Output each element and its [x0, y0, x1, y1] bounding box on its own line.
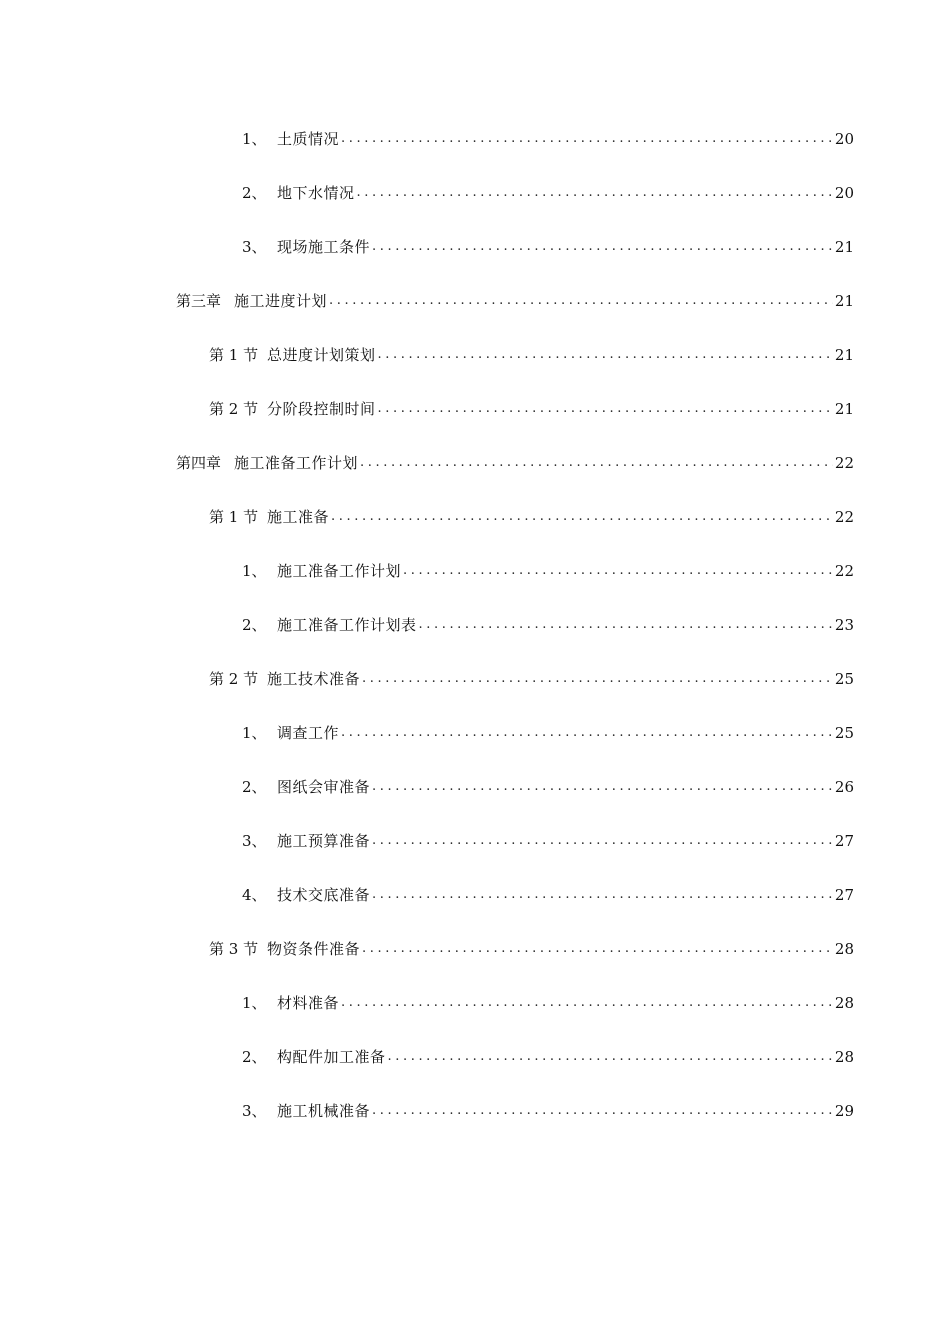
- dot-leader: [341, 719, 833, 747]
- toc-entry-number: 1、: [242, 562, 267, 580]
- toc-entry[interactable]: [0, 827, 950, 881]
- toc-entry-title: 施工技术准备: [267, 670, 361, 688]
- toc-entry[interactable]: [0, 557, 950, 611]
- table-of-contents: [0, 125, 950, 1151]
- toc-entry-title: 土质情况: [277, 130, 340, 148]
- toc-entry-number: 2、: [242, 778, 267, 796]
- toc-entry[interactable]: [0, 449, 950, 503]
- toc-entry[interactable]: [0, 935, 950, 989]
- toc-entry-title: 施工准备工作计划: [234, 454, 359, 472]
- dot-leader: [360, 449, 833, 477]
- toc-entry[interactable]: [0, 611, 950, 665]
- toc-entry-number: 4、: [242, 886, 267, 904]
- toc-entry-title: 施工进度计划: [234, 292, 328, 310]
- toc-entry-page-number: 22: [834, 562, 854, 580]
- toc-entry-title: 施工准备: [267, 508, 330, 526]
- toc-entry-title: 分阶段控制时间: [267, 400, 376, 418]
- toc-entry-page-number: 21: [834, 292, 854, 310]
- toc-entry-number: 第 3 节: [209, 940, 259, 958]
- toc-entry-page-number: 25: [834, 670, 854, 688]
- toc-entry-title: 现场施工条件: [277, 238, 371, 256]
- toc-entry-page-number: 26: [834, 778, 854, 796]
- dot-leader: [341, 125, 833, 153]
- toc-entry-page-number: 27: [834, 832, 854, 850]
- toc-entry-title: 调查工作: [277, 724, 340, 742]
- toc-entry-number: 第 2 节: [209, 400, 259, 418]
- toc-entry-number: 3、: [242, 238, 267, 256]
- toc-entry-page-number: 20: [834, 130, 854, 148]
- dot-leader: [372, 827, 833, 855]
- dot-leader: [378, 395, 833, 423]
- dot-leader: [372, 1097, 833, 1125]
- toc-entry[interactable]: [0, 287, 950, 341]
- toc-entry-number: 1、: [242, 130, 267, 148]
- dot-leader: [362, 935, 833, 963]
- toc-entry-title: 构配件加工准备: [277, 1048, 386, 1066]
- dot-leader: [341, 989, 833, 1017]
- toc-entry-page-number: 27: [834, 886, 854, 904]
- toc-entry[interactable]: [0, 881, 950, 935]
- toc-entry[interactable]: [0, 341, 950, 395]
- toc-entry-page-number: 23: [834, 616, 854, 634]
- toc-entry-page-number: 20: [834, 184, 854, 202]
- dot-leader: [372, 881, 833, 909]
- toc-entry-page-number: 22: [834, 454, 854, 472]
- dot-leader: [378, 341, 833, 369]
- toc-entry-title: 施工准备工作计划表: [277, 616, 417, 634]
- toc-entry-page-number: 29: [834, 1102, 854, 1120]
- toc-entry[interactable]: [0, 503, 950, 557]
- toc-entry[interactable]: [0, 773, 950, 827]
- toc-entry-number: 第 1 节: [209, 508, 259, 526]
- toc-entry-number: 第三章: [176, 292, 222, 310]
- toc-entry-title: 物资条件准备: [267, 940, 361, 958]
- dot-leader: [419, 611, 833, 639]
- toc-entry-number: 3、: [242, 832, 267, 850]
- toc-entry-title: 技术交底准备: [277, 886, 371, 904]
- toc-entry-number: 1、: [242, 994, 267, 1012]
- toc-entry[interactable]: [0, 125, 950, 179]
- toc-entry-page-number: 21: [834, 346, 854, 364]
- toc-entry-number: 2、: [242, 616, 267, 634]
- toc-entry-number: 2、: [242, 184, 267, 202]
- dot-leader: [388, 1043, 833, 1071]
- toc-entry-title: 施工准备工作计划: [277, 562, 402, 580]
- dot-leader: [329, 287, 833, 315]
- toc-entry[interactable]: [0, 233, 950, 287]
- toc-entry-number: 第四章: [176, 454, 222, 472]
- dot-leader: [372, 233, 833, 261]
- toc-entry[interactable]: [0, 1043, 950, 1097]
- toc-entry-number: 3、: [242, 1102, 267, 1120]
- toc-entry[interactable]: [0, 719, 950, 773]
- toc-entry-page-number: 25: [834, 724, 854, 742]
- toc-entry[interactable]: [0, 179, 950, 233]
- dot-leader: [362, 665, 833, 693]
- toc-entry-title: 图纸会审准备: [277, 778, 371, 796]
- toc-entry-number: 第 1 节: [209, 346, 259, 364]
- toc-entry-page-number: 28: [834, 940, 854, 958]
- toc-entry-title: 材料准备: [277, 994, 340, 1012]
- toc-entry-number: 2、: [242, 1048, 267, 1066]
- toc-entry[interactable]: [0, 665, 950, 719]
- toc-entry-title: 施工预算准备: [277, 832, 371, 850]
- toc-entry-title: 地下水情况: [277, 184, 355, 202]
- toc-entry-page-number: 22: [834, 508, 854, 526]
- dot-leader: [357, 179, 833, 207]
- dot-leader: [403, 557, 833, 585]
- toc-entry-page-number: 21: [834, 238, 854, 256]
- toc-entry[interactable]: [0, 989, 950, 1043]
- dot-leader: [331, 503, 833, 531]
- toc-entry-title: 总进度计划策划: [267, 346, 376, 364]
- toc-entry-number: 1、: [242, 724, 267, 742]
- toc-entry-title: 施工机械准备: [277, 1102, 371, 1120]
- toc-entry[interactable]: [0, 1097, 950, 1151]
- toc-entry[interactable]: [0, 395, 950, 449]
- toc-entry-number: 第 2 节: [209, 670, 259, 688]
- dot-leader: [372, 773, 833, 801]
- toc-entry-page-number: 28: [834, 1048, 854, 1066]
- toc-entry-page-number: 21: [834, 400, 854, 418]
- toc-entry-page-number: 28: [834, 994, 854, 1012]
